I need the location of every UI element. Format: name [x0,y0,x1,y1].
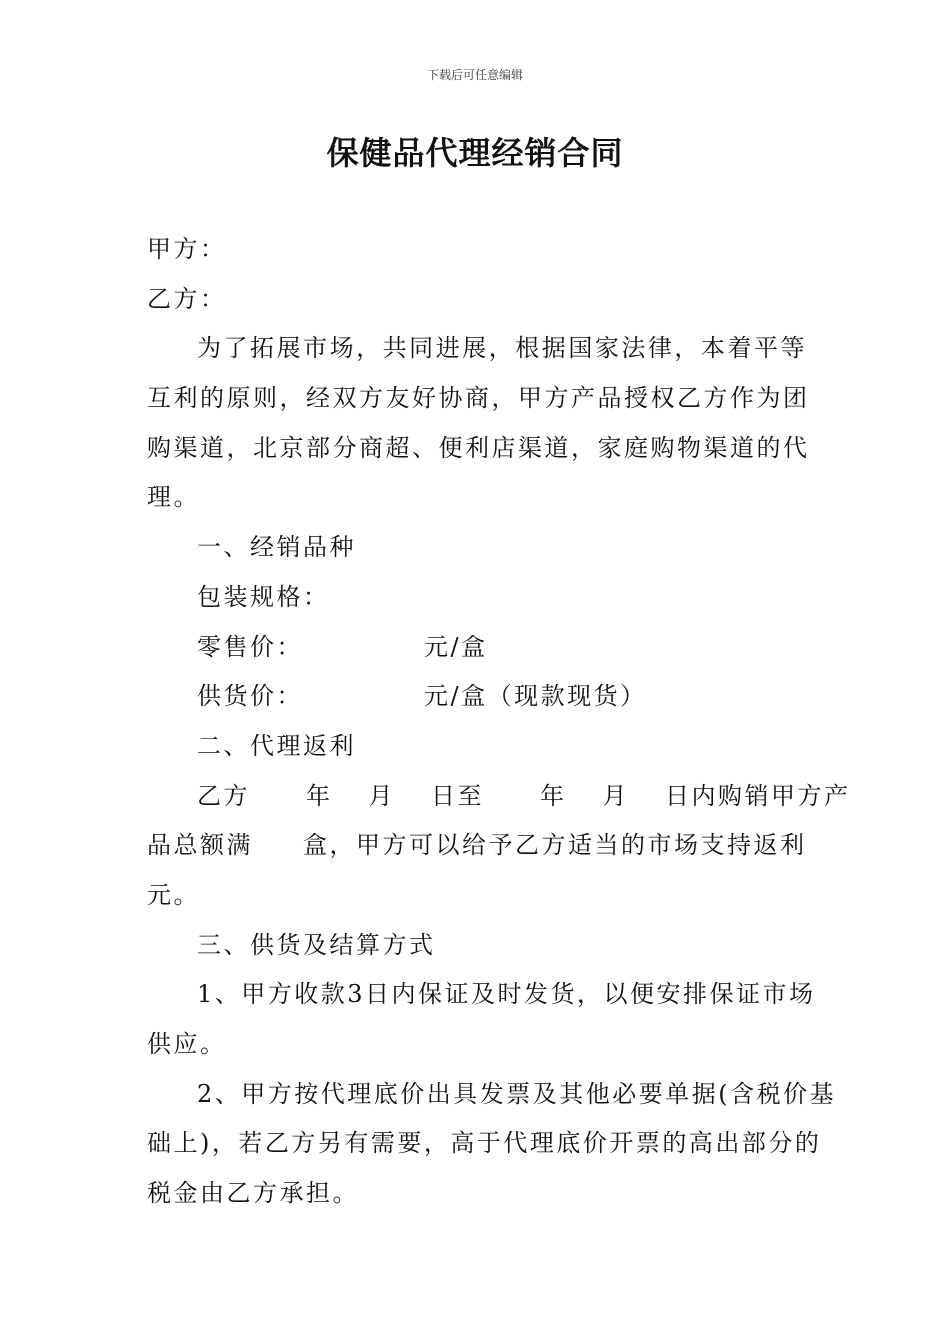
party-a-line: 甲方： [147,235,227,263]
section3-heading: 三、供货及结算方式 [197,930,436,959]
rebate-total-label: 品总额满 [147,831,253,860]
rebate-start-month: 月 [368,781,395,810]
retail-price-unit: 元/盒 [424,632,488,661]
contract-body [147,225,851,1219]
supply-item2-line-3: 税金由乙方承担。 [147,1179,359,1208]
section2-heading: 二、代理返利 [197,731,356,760]
rebate-end-year: 年 [540,781,567,810]
party-b-line: 乙方： [147,284,227,313]
supply-price-label: 供货价： [197,682,303,711]
rebate-line-1 [147,772,851,822]
rebate-end-day: 日内购销甲方产 [665,781,851,810]
rebate-line-3: 元。 [147,880,200,909]
section1-heading: 一、经销品种 [197,533,356,562]
retail-price-label: 零售价： [197,632,303,661]
rebate-party: 乙方 [197,781,250,810]
supply-item1-line-2: 供应。 [147,1030,227,1058]
rebate-support-text: 盒，甲方可以给予乙方适当的市场支持返利 [303,831,807,860]
rebate-start-year: 年 [306,781,333,810]
rebate-line-2 [147,821,807,871]
header-note: 下载后可任意编辑 [426,68,523,82]
intro-line-3: 购渠道，北京部分商超、便利店渠道，家庭购物渠道的代 [147,433,810,462]
retail-price-line [147,623,807,673]
supply-price-unit: 元/盒（现款现货） [424,682,647,711]
intro-line-1: 为了拓展市场，共同进展，根据国家法律，本着平等 [197,334,807,363]
packaging-spec-line: 包装规格： [197,582,330,611]
intro-line-2: 互利的原则，经双方友好协商，甲方产品授权乙方作为团 [147,384,810,413]
supply-item2-line-1: 2、甲方按代理底价出具发票及其他必要单据(含税价基 [197,1079,837,1108]
supply-item2-line-2: 础上)，若乙方另有需要，高于代理底价开票的高出部分的 [147,1129,822,1158]
intro-line-4: 理。 [147,483,200,512]
supply-price-line [147,672,807,722]
rebate-start-day: 日至 [431,781,484,810]
rebate-end-month: 月 [602,781,629,810]
document-title: 保健品代理经销合同 [326,134,624,172]
supply-item1-line-1: 1、甲方收款3日内保证及时发货，以便安排保证市场 [197,980,816,1009]
